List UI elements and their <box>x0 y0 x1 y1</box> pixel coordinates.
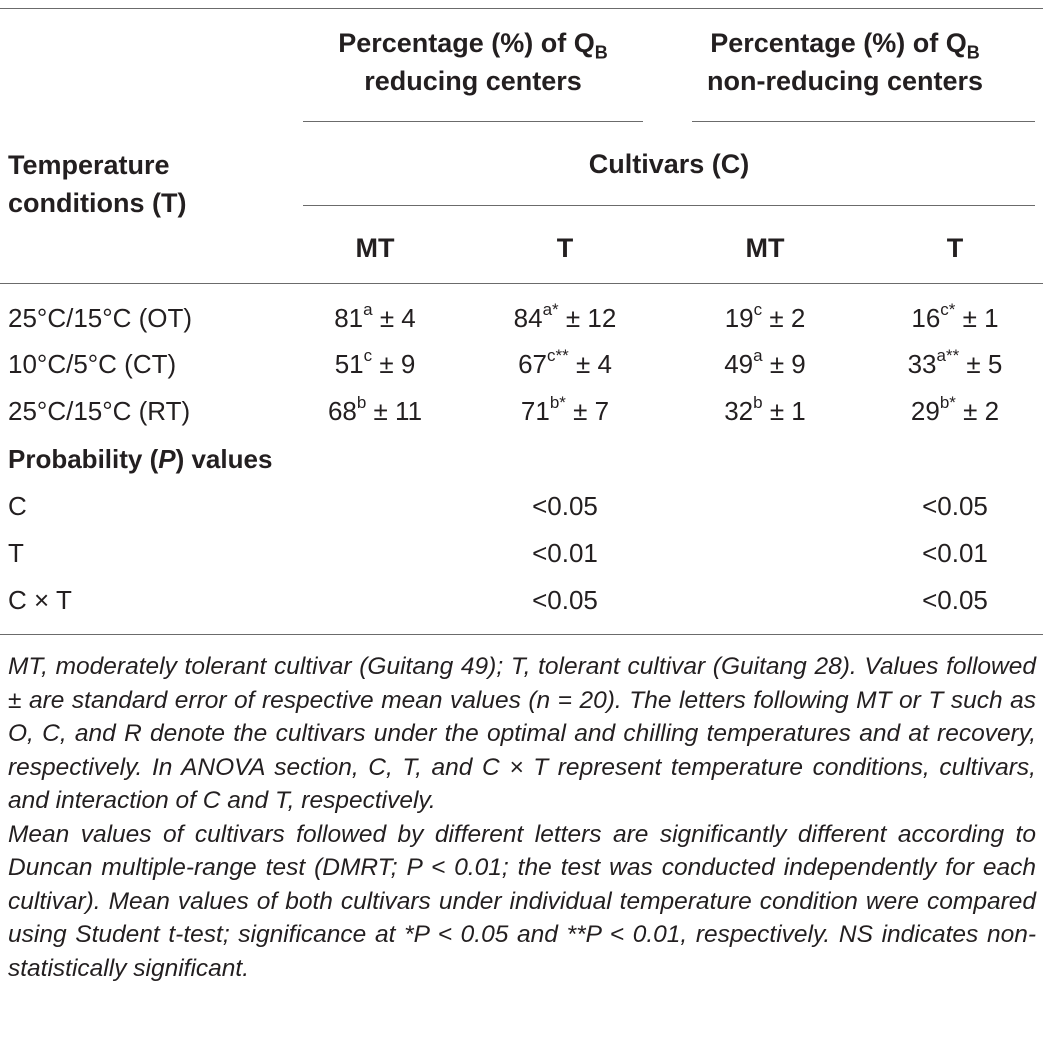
col-t-2: T <box>946 233 964 263</box>
table-bottom-rule <box>0 634 1043 635</box>
cell-t-reducing: $84^{a*} \pm 12$ <box>513 300 617 333</box>
prob-label: T <box>8 538 24 568</box>
cell-t-non-reducing: $33^{a**} \pm 5$ <box>907 346 1003 379</box>
prob-label: C <box>8 491 27 521</box>
col-mt-1: MT <box>355 233 395 263</box>
col-mt-2: MT <box>745 233 785 263</box>
prob-value-non-reducing: <0.05 <box>922 585 988 615</box>
probability-title: Probability (P) values <box>8 444 273 474</box>
col-group-1-line2: reducing centers <box>364 66 582 96</box>
row-label: 25°C/15°C (OT) <box>8 303 193 333</box>
cell-t-reducing: $67^{c**} \pm 4$ <box>518 346 612 379</box>
table-footnotes <box>8 650 1036 985</box>
row-label: 10°C/5°C (CT) <box>8 349 177 379</box>
footnote-abbreviations: MT, moderately tolerant cultivar (Guitang 49); T, tolerant cultivar (Guitang 28). Values followed ± are standard error of respective mean values (n = 20). The letters following MT or T such as O, C, and R denote the cultivars under the optimal and chilling temperatures and at recovery, respectively. In ANOVA section, C, T, and C × T represent temperature conditions, cultivars, and interaction of C and T, respectively. <box>8 653 1036 814</box>
col-group-2-line1: Percentage (%) of Q <box>710 28 967 58</box>
row-header <box>8 146 186 222</box>
col-group-1-rule <box>303 121 643 122</box>
cell-mt-non-reducing: $49^a \pm 9$ <box>724 346 806 379</box>
prob-value-non-reducing: <0.05 <box>922 491 988 521</box>
row-header-line2: conditions (T) <box>8 188 187 218</box>
prob-value-reducing: <0.01 <box>532 538 598 568</box>
cell-mt-reducing: $81^a \pm 4$ <box>334 300 416 333</box>
col-group-2-rule <box>692 121 1035 122</box>
col-group-reducing-header <box>303 24 643 100</box>
row-header-line1: Temperature <box>8 150 170 180</box>
footnote-statistics: Mean values of cultivars followed by different letters are significantly different according to Duncan multiple-range test (DMRT; P < 0.01; the test was conducted independently for each cultivar). Mean values of both cultivars under individual temperature condition were compared using Student t-test; significance at *P < 0.05 and **P < 0.01, respectively. NS indicates non-statistically significant. <box>8 820 1036 982</box>
col-group-1-line1: Percentage (%) of Q <box>338 28 595 58</box>
cell-mt-reducing: $51^c \pm 9$ <box>334 346 416 379</box>
col-group-2-sub: B <box>966 42 980 63</box>
cultivars-rule <box>303 205 1035 206</box>
table-top-rule <box>0 8 1043 9</box>
prob-label: C × T <box>8 585 72 615</box>
cell-mt-reducing: $68^b \pm 11$ <box>327 393 423 426</box>
col-group-1-sub: B <box>594 42 608 63</box>
cultivars-label: Cultivars (C) <box>588 149 750 179</box>
prob-value-non-reducing: <0.01 <box>922 538 988 568</box>
cell-mt-non-reducing: $19^c \pm 2$ <box>724 300 806 333</box>
cell-t-reducing: $71^{b*} \pm 7$ <box>520 393 610 426</box>
cell-mt-non-reducing: $32^b \pm 1$ <box>724 393 806 426</box>
col-t-1: T <box>556 233 574 263</box>
cell-t-non-reducing: $29^{b*} \pm 2$ <box>910 393 1000 426</box>
col-group-non-reducing-header <box>690 24 1000 100</box>
prob-value-reducing: <0.05 <box>532 585 598 615</box>
col-group-2-line2: non-reducing centers <box>706 66 984 96</box>
header-bottom-rule <box>0 283 1043 284</box>
row-label: 25°C/15°C (RT) <box>8 396 191 426</box>
prob-value-reducing: <0.05 <box>532 491 598 521</box>
cell-t-non-reducing: $16^{c*} \pm 1$ <box>911 300 999 333</box>
